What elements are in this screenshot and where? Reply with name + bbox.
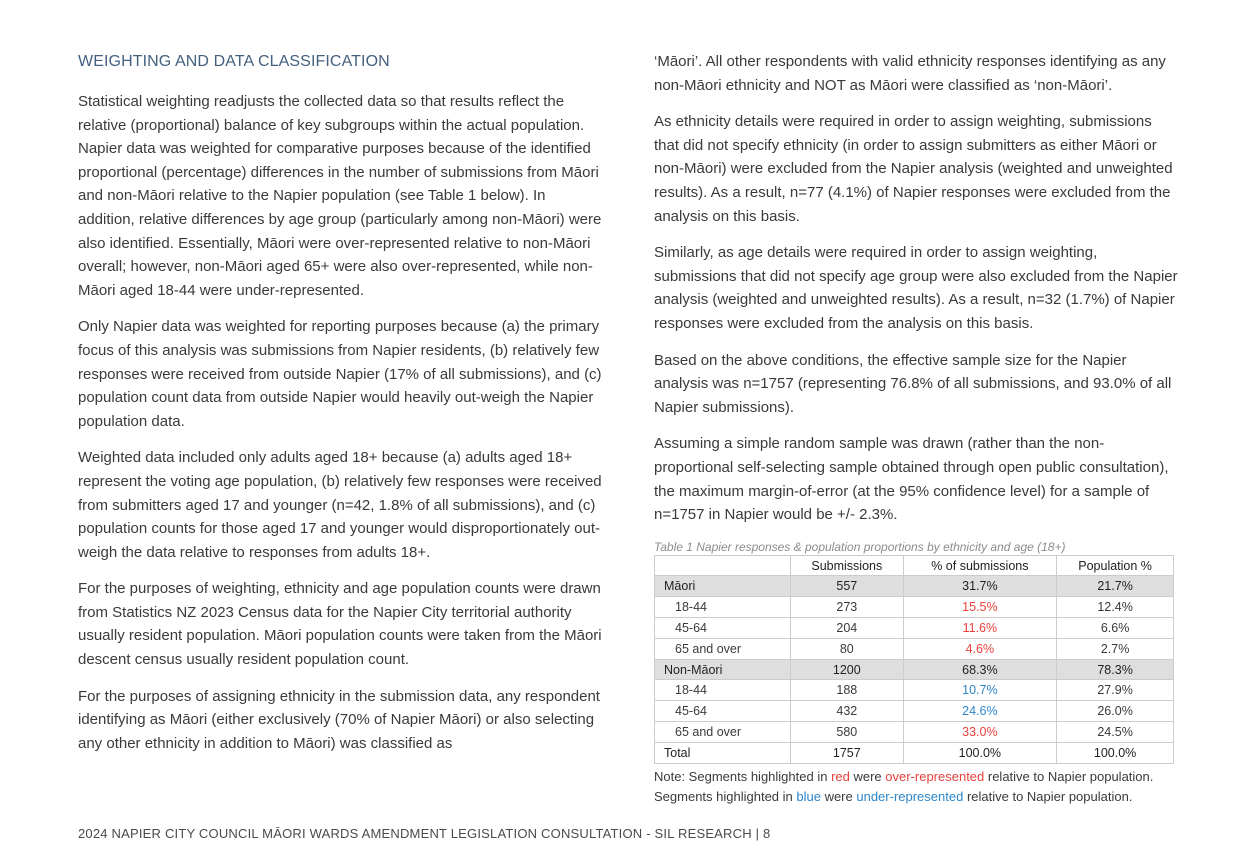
table-note (654, 767, 1179, 807)
section-heading: WEIGHTING AND DATA CLASSIFICATION (78, 53, 390, 70)
note-text: were (820, 788, 857, 804)
paragraph: For the purposes of weighting, ethnicity and age population counts were drawn from Statistics NZ 2023 Census data for the Napier City territorial authority usually resident population. Māori population counts were taken from the Māori descent census usually resident population count. (78, 580, 602, 669)
row-label: 45-64 (655, 701, 791, 722)
cell-pct-submissions: 100.0% (903, 742, 1057, 763)
cell-submissions: 204 (791, 618, 903, 639)
column-header: Population % (1057, 555, 1174, 576)
cell-pct-submissions: 10.7% (903, 680, 1057, 701)
paragraph: Only Napier data was weighted for reporting purposes because (a) the primary focus of this analysis was submissions from Napier residents, (b) relatively few responses were received from outside Napier (17% of all submissions), and (c) population count data from outside Napier would heavily out-weigh the Napier population data. (78, 318, 602, 430)
table-row (655, 680, 1174, 701)
cell-population: 78.3% (1057, 659, 1174, 680)
note-text: were (849, 768, 886, 784)
table-row-total (655, 742, 1174, 763)
cell-pct-submissions: 68.3% (903, 659, 1057, 680)
note-text: relative to Napier population. (963, 788, 1133, 804)
note-text: Note: Segments highlighted in (654, 768, 832, 784)
row-label: 18-44 (655, 597, 791, 618)
paragraph: Weighted data included only adults aged 18+ because (a) adults aged 18+ represent the voting age population, (b) relatively few responses were received from submitters aged 17 and younger (n=42, 1.8% of all submissions), and (c) population counts for those aged 17 and younger would disproportionately out-weigh the data relative to responses from adults 18+. (78, 449, 602, 561)
cell-population: 21.7% (1057, 576, 1174, 597)
table-row (655, 638, 1174, 659)
note-line-2 (654, 787, 1179, 807)
cell-submissions: 188 (791, 680, 903, 701)
cell-population: 24.5% (1057, 722, 1174, 743)
row-label: 18-44 (655, 680, 791, 701)
cell-pct-submissions: 24.6% (903, 701, 1057, 722)
note-text: Segments highlighted in (654, 788, 797, 804)
table-caption: Table 1 Napier responses & population proportions by ethnicity and age (18+) (654, 539, 1066, 554)
page-footer: 2024 NAPIER CITY COUNCIL MĀORI WARDS AMENDMENT LEGISLATION CONSULTATION - SIL RESEARCH | 8 (78, 826, 771, 841)
cell-population: 12.4% (1057, 597, 1174, 618)
row-label: Māori (655, 576, 791, 597)
cell-population: 100.0% (1057, 742, 1174, 763)
cell-pct-submissions: 15.5% (903, 597, 1057, 618)
column-header (655, 555, 791, 576)
right-column (654, 50, 1179, 807)
cell-submissions: 1757 (791, 742, 903, 763)
paragraph: Statistical weighting readjusts the collected data so that results reflect the relative (proportional) balance of key subgroups within the actual population. Napier data was weighted for comparative purposes because of the identified proportional (percentage) differences in the number of submissions from Māori and non-Māori relative to the Napier population (see Table 1 below). In addition, relative differences by age group (particularly among non-Māori) were also identified. Essentially, Māori were over-represented relative to non-Māori overall; however, non-Māori aged 65+ were also over-represented, while non-Māori aged 18-44 were under-represented. (78, 93, 602, 299)
table-header-row (655, 555, 1174, 576)
row-label: Total (655, 742, 791, 763)
cell-pct-submissions: 33.0% (903, 722, 1057, 743)
note-text: relative to Napier population. (984, 768, 1154, 784)
cell-submissions: 557 (791, 576, 903, 597)
table-row (655, 659, 1174, 680)
cell-submissions: 432 (791, 701, 903, 722)
cell-pct-submissions: 31.7% (903, 576, 1057, 597)
cell-submissions: 273 (791, 597, 903, 618)
paragraph: Assuming a simple random sample was drawn (rather than the non-proportional self-selecting sample obtained through open public consultation), the maximum margin-of-error (at the 95% confidence level) for a sample of n=1757 in Napier would be +/- 2.3%. (654, 435, 1169, 524)
table-row (655, 701, 1174, 722)
cell-pct-submissions: 11.6% (903, 618, 1057, 639)
cell-submissions: 1200 (791, 659, 903, 680)
paragraph: For the purposes of assigning ethnicity in the submission data, any respondent identifying as Māori (either exclusively (70% of Napier Māori) or also selecting any other ethnicity in addition to Māori) was classified as (78, 687, 600, 752)
cell-population: 27.9% (1057, 680, 1174, 701)
cell-population: 6.6% (1057, 618, 1174, 639)
row-label: 65 and over (655, 638, 791, 659)
note-blue-word: blue (796, 788, 821, 804)
note-over-represented: over-represented (885, 768, 985, 784)
paragraph: Similarly, as age details were required in order to assign weighting, submissions that did not specify age group were also excluded from the Napier analysis (weighted and unweighted results). As a result, n=32 (1.7%) of Napier responses were excluded from the analysis on this basis. (654, 244, 1178, 332)
row-label: 65 and over (655, 722, 791, 743)
column-header: % of submissions (903, 555, 1057, 576)
note-under-represented: under-represented (856, 788, 964, 804)
data-table (654, 555, 1174, 764)
table-row (655, 576, 1174, 597)
row-label: Non-Māori (655, 659, 791, 680)
cell-population: 2.7% (1057, 638, 1174, 659)
table-row (655, 597, 1174, 618)
paragraph: ‘Māori’. All other respondents with valid ethnicity responses identifying as any non-Māori ethnicity and NOT as Māori were classified as ‘non-Māori’. (654, 53, 1166, 94)
left-column (78, 50, 603, 768)
cell-submissions: 80 (791, 638, 903, 659)
table-row (655, 722, 1174, 743)
row-label: 45-64 (655, 618, 791, 639)
paragraph: As ethnicity details were required in order to assign weighting, submissions that did not specify ethnicity (in order to assign submitters as either Māori or non-Māori) were excluded from the Napier analysis (weighted and unweighted results). As a result, n=77 (4.1%) of Napier responses were excluded from the analysis on this basis. (654, 113, 1173, 225)
cell-population: 26.0% (1057, 701, 1174, 722)
cell-submissions: 580 (791, 722, 903, 743)
column-header: Submissions (791, 555, 903, 576)
paragraph: Based on the above conditions, the effective sample size for the Napier analysis was n=1757 (representing 76.8% of all submissions, and 93.0% of all Napier submissions). (654, 351, 1172, 416)
cell-pct-submissions: 4.6% (903, 638, 1057, 659)
note-line-1 (654, 767, 1179, 787)
note-red-word: red (831, 768, 850, 784)
table-row (655, 618, 1174, 639)
